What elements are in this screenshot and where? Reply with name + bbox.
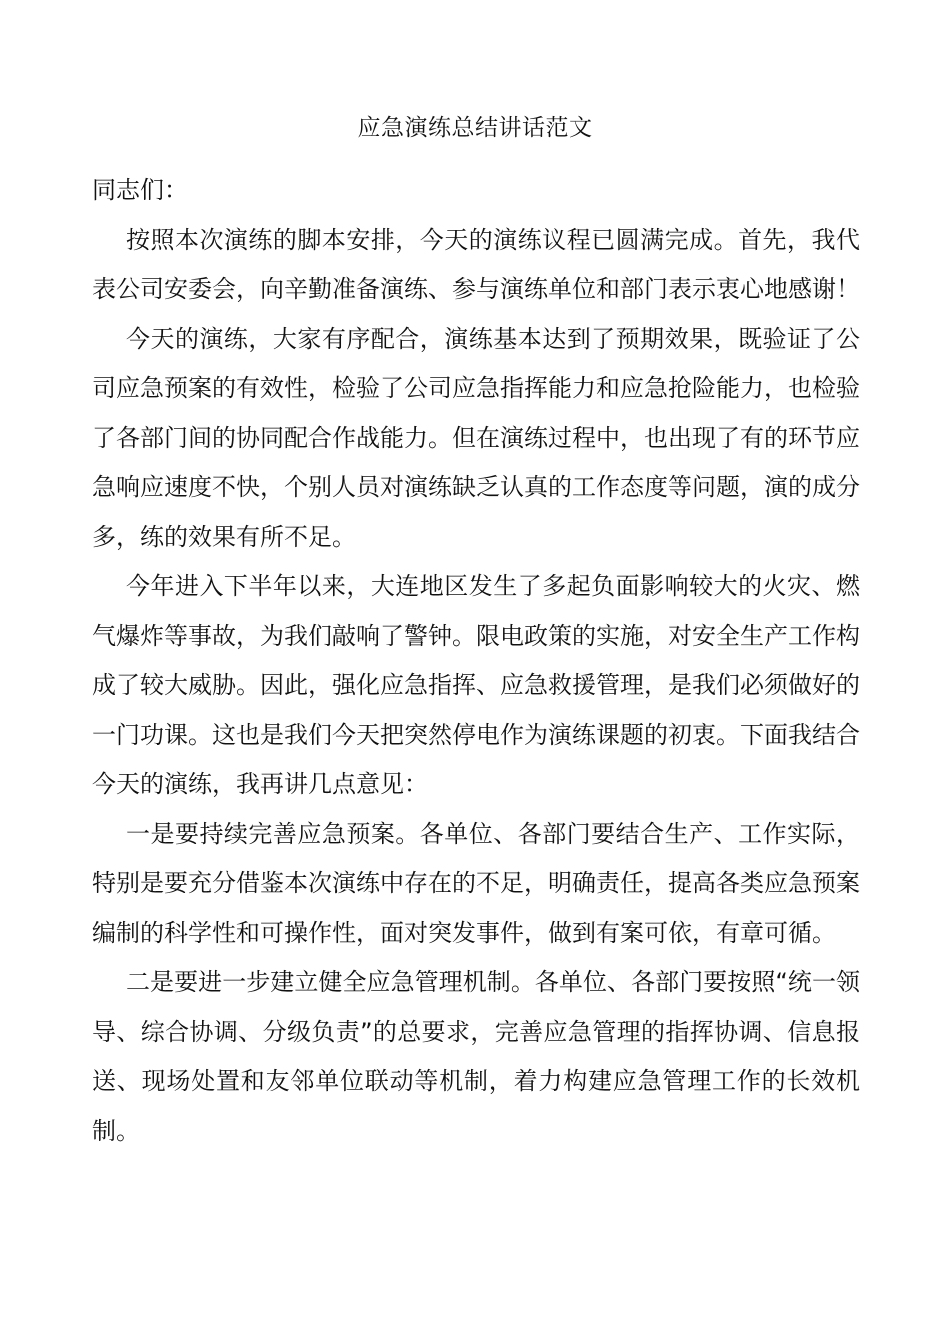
paragraph-evaluation: 今天的演练，大家有序配合，演练基本达到了预期效果，既验证了公司应急预案的有效性，检验了公司应急指挥能力和应急抢险能力，也检验了各部门间的协同配合作战能力。但在演练过程中，也出现了有的环节应急响应速度不快，个别人员对演练缺乏认真的工作态度等问题，演的成分多，练的效果有所不足。 (92, 324, 860, 551)
document-title: 应急演练总结讲话范文 (357, 115, 593, 141)
paragraph-background: 今年进入下半年以来，大连地区发生了多起负面影响较大的火灾、燃气爆炸等事故，为我们敲响了警钟。限电政策的实施，对安全生产工作构成了较大威胁。因此，强化应急指挥、应急救援管理，是我们必须做好的一门功课。这也是我们今天把突然停电作为演练课题的初衷。下面我结合今天的演练，我再讲几点意见： (92, 572, 860, 798)
salutation: 同志们： (92, 176, 188, 204)
paragraph-thanks: 按照本次演练的脚本安排，今天的演练议程已圆满完成。首先，我代表公司安委会，向辛勤准备演练、参与演练单位和部门表示衷心地感谢！ (92, 225, 860, 303)
document-body (92, 166, 860, 1156)
paragraph-point-one: 一是要持续完善应急预案。各单位、各部门要结合生产、工作实际，特别是要充分借鉴本次演练中存在的不足，明确责任，提高各类应急预案编制的科学性和可操作性，面对突发事件，做到有案可依，有章可循。 (92, 819, 860, 947)
paragraph-point-two: 二是要进一步建立健全应急管理机制。各单位、各部门要按照“统一领导、综合协调、分级负责”的总要求，完善应急管理的指挥协调、信息报送、现场处置和友邻单位联动等机制，着力构建应急管理工作的长效机制。 (92, 968, 860, 1145)
